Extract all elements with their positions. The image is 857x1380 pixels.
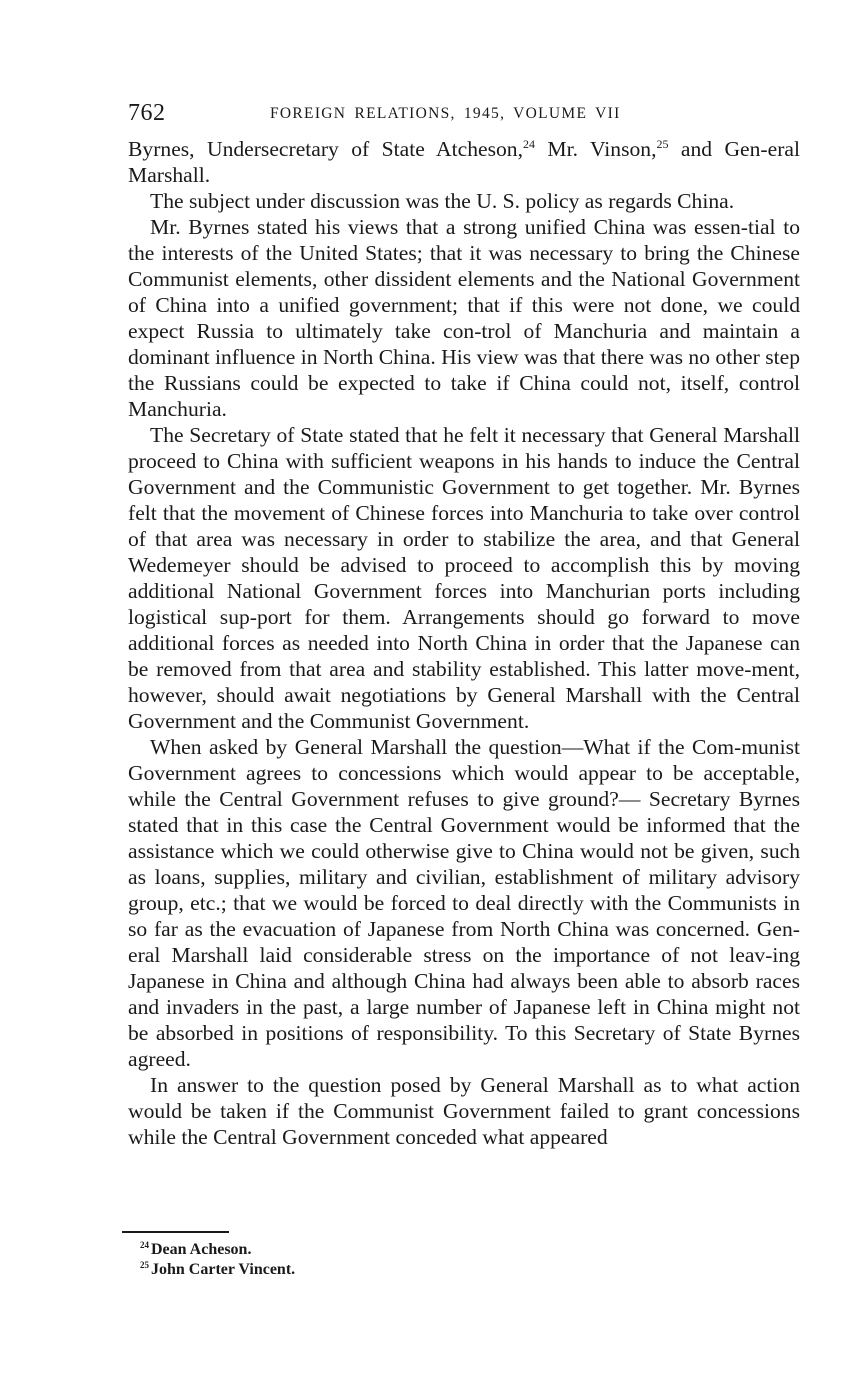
footnote-divider <box>122 1231 229 1233</box>
text-segment: Byrnes, Undersecretary of State Atcheson, <box>128 137 523 161</box>
footnote-text: John Carter Vincent. <box>151 1261 296 1278</box>
body-text <box>128 136 800 1150</box>
document-page <box>128 96 800 1150</box>
text-segment: and Gen-eral Marshall. <box>128 137 800 187</box>
paragraph-continued <box>128 136 800 188</box>
footnote-text: Dean Acheson. <box>151 1241 252 1258</box>
paragraph: The subject under discussion was the U. S. policy as regards China. <box>150 189 735 213</box>
footnote-ref-25: 25 <box>656 137 669 151</box>
page-number: 762 <box>128 100 166 126</box>
text-segment: Mr. Vinson, <box>534 137 657 161</box>
footnote-mark: 25 <box>140 1260 149 1270</box>
footnote <box>140 1240 295 1260</box>
running-title: FOREIGN RELATIONS, 1945, VOLUME VII <box>270 105 621 122</box>
running-head <box>128 96 800 136</box>
paragraph: Mr. Byrnes stated his views that a strong unified China was essen-tial to the interests of the United States; that it was necessary to bring the Chinese Communist elements, other dissident elements and the National Government of China into a unified government; that if this were not done, we could expect Russia to ultimately take con-trol of Manchuria and maintain a dominant influence in North China. His view was that there was no other step the Russians could be expected to take if China could not, itself, control Manchuria. <box>128 215 800 421</box>
paragraph: When asked by General Marshall the question—What if the Com-munist Government agrees to concessions which would appear to be acceptable, while the Central Government refuses to give ground?— Secretary Byrnes stated that in this case the Central Government would be informed that the assistance which we could otherwise give to China would not be given, such as loans, supplies, military and civilian, establishment of military advisory group, etc.; that we would be forced to deal directly with the Communists in so far as the evacuation of Japanese from North China was concerned. Gen-eral Marshall laid considerable stress on the importance of not leav-ing Japanese in China and although China had always been able to absorb races and invaders in the past, a large number of Japanese left in China might not be absorbed in positions of responsibility. To this Secretary of State Byrnes agreed. <box>128 735 800 1071</box>
footnote-mark: 24 <box>140 1240 149 1250</box>
footnote-ref-24: 24 <box>522 137 535 151</box>
footnotes <box>140 1240 295 1280</box>
paragraph: In answer to the question posed by General Marshall as to what action would be taken if the Communist Government failed to grant concessions while the Central Government conceded what appeared <box>128 1073 800 1149</box>
paragraph: The Secretary of State stated that he felt it necessary that General Marshall proceed to China with sufficient weapons in his hands to induce the Central Government and the Communistic Government to get together. Mr. Byrnes felt that the movement of Chinese forces into Manchuria to take over control of that area was necessary in order to stabilize the area, and that General Wedemeyer should be advised to proceed to accomplish this by moving additional National Government forces into Manchurian ports including logistical sup-port for them. Arrangements should go forward to move additional forces as needed into North China in order that the Japanese can be removed from that area and stability established. This latter move-ment, however, should await negotiations by General Marshall with the Central Government and the Communist Government. <box>128 423 800 733</box>
footnote <box>140 1260 295 1280</box>
